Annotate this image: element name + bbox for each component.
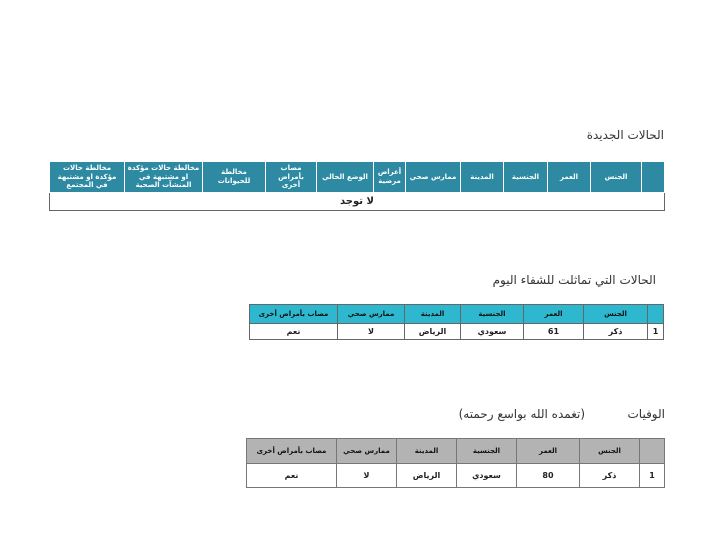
header-city: المدينة	[461, 162, 504, 193]
header-health-worker: ممارس صحي	[338, 305, 405, 324]
cell-gender: ذكر	[580, 464, 640, 488]
table-header-row	[50, 162, 665, 193]
header-nationality: الجنسية	[504, 162, 548, 193]
header-index	[642, 162, 665, 193]
header-gender: الجنس	[580, 439, 640, 464]
header-other-diseases: مصاب بأمراض أخرى	[250, 305, 338, 324]
header-animal-contact: مخالطة للحيوانات	[203, 162, 266, 193]
header-city: المدينة	[405, 305, 461, 324]
header-community-contact: مخالطة حالات مؤكدة او مشتبهة في المجتمع	[50, 162, 125, 193]
header-index	[640, 439, 665, 464]
table-row	[250, 324, 664, 340]
cell-city: الرياض	[405, 324, 461, 340]
header-city: المدينة	[397, 439, 457, 464]
header-nationality: الجنسية	[457, 439, 517, 464]
deaths-subtitle: (تغمده الله بواسع رحمته)	[458, 407, 585, 421]
no-cases-cell: لا توجد	[50, 193, 665, 211]
header-symptoms: أعراض مرضية	[374, 162, 406, 193]
header-age: العمر	[524, 305, 584, 324]
deaths-table	[246, 438, 665, 488]
cell-health-worker: لا	[338, 324, 405, 340]
cell-city: الرياض	[397, 464, 457, 488]
table-row	[247, 464, 665, 488]
table-header-row	[247, 439, 665, 464]
header-other-diseases: مصاب بأمراض أخرى	[266, 162, 317, 193]
header-age: العمر	[548, 162, 591, 193]
cell-other-diseases: نعم	[247, 464, 337, 488]
recovered-table	[249, 304, 664, 340]
cell-index: 1	[648, 324, 664, 340]
cell-nationality: سعودي	[461, 324, 524, 340]
cell-age: 80	[517, 464, 580, 488]
header-index	[648, 305, 664, 324]
header-age: العمر	[517, 439, 580, 464]
cell-gender: ذكر	[584, 324, 648, 340]
new-cases-title: الحالات الجديدة	[586, 128, 664, 142]
new-cases-table	[49, 161, 665, 211]
header-health-worker: ممارس صحي	[406, 162, 461, 193]
header-other-diseases: مصاب بأمراض أخرى	[247, 439, 337, 464]
table-header-row	[250, 305, 664, 324]
header-health-worker: ممارس صحي	[337, 439, 397, 464]
table-row	[50, 193, 665, 211]
cell-health-worker: لا	[337, 464, 397, 488]
header-current-status: الوضع الحالي	[317, 162, 374, 193]
cell-index: 1	[640, 464, 665, 488]
recovered-title: الحالات التي تماثلت للشفاء اليوم	[492, 273, 656, 287]
cell-other-diseases: نعم	[250, 324, 338, 340]
header-facility-contact: مخالطة حالات مؤكدة او مشتبهة في المنشآت الصحية	[125, 162, 203, 193]
header-gender: الجنس	[584, 305, 648, 324]
cell-age: 61	[524, 324, 584, 340]
header-gender: الجنس	[591, 162, 642, 193]
deaths-title: الوفيات	[627, 407, 665, 421]
cell-nationality: سعودي	[457, 464, 517, 488]
header-nationality: الجنسية	[461, 305, 524, 324]
